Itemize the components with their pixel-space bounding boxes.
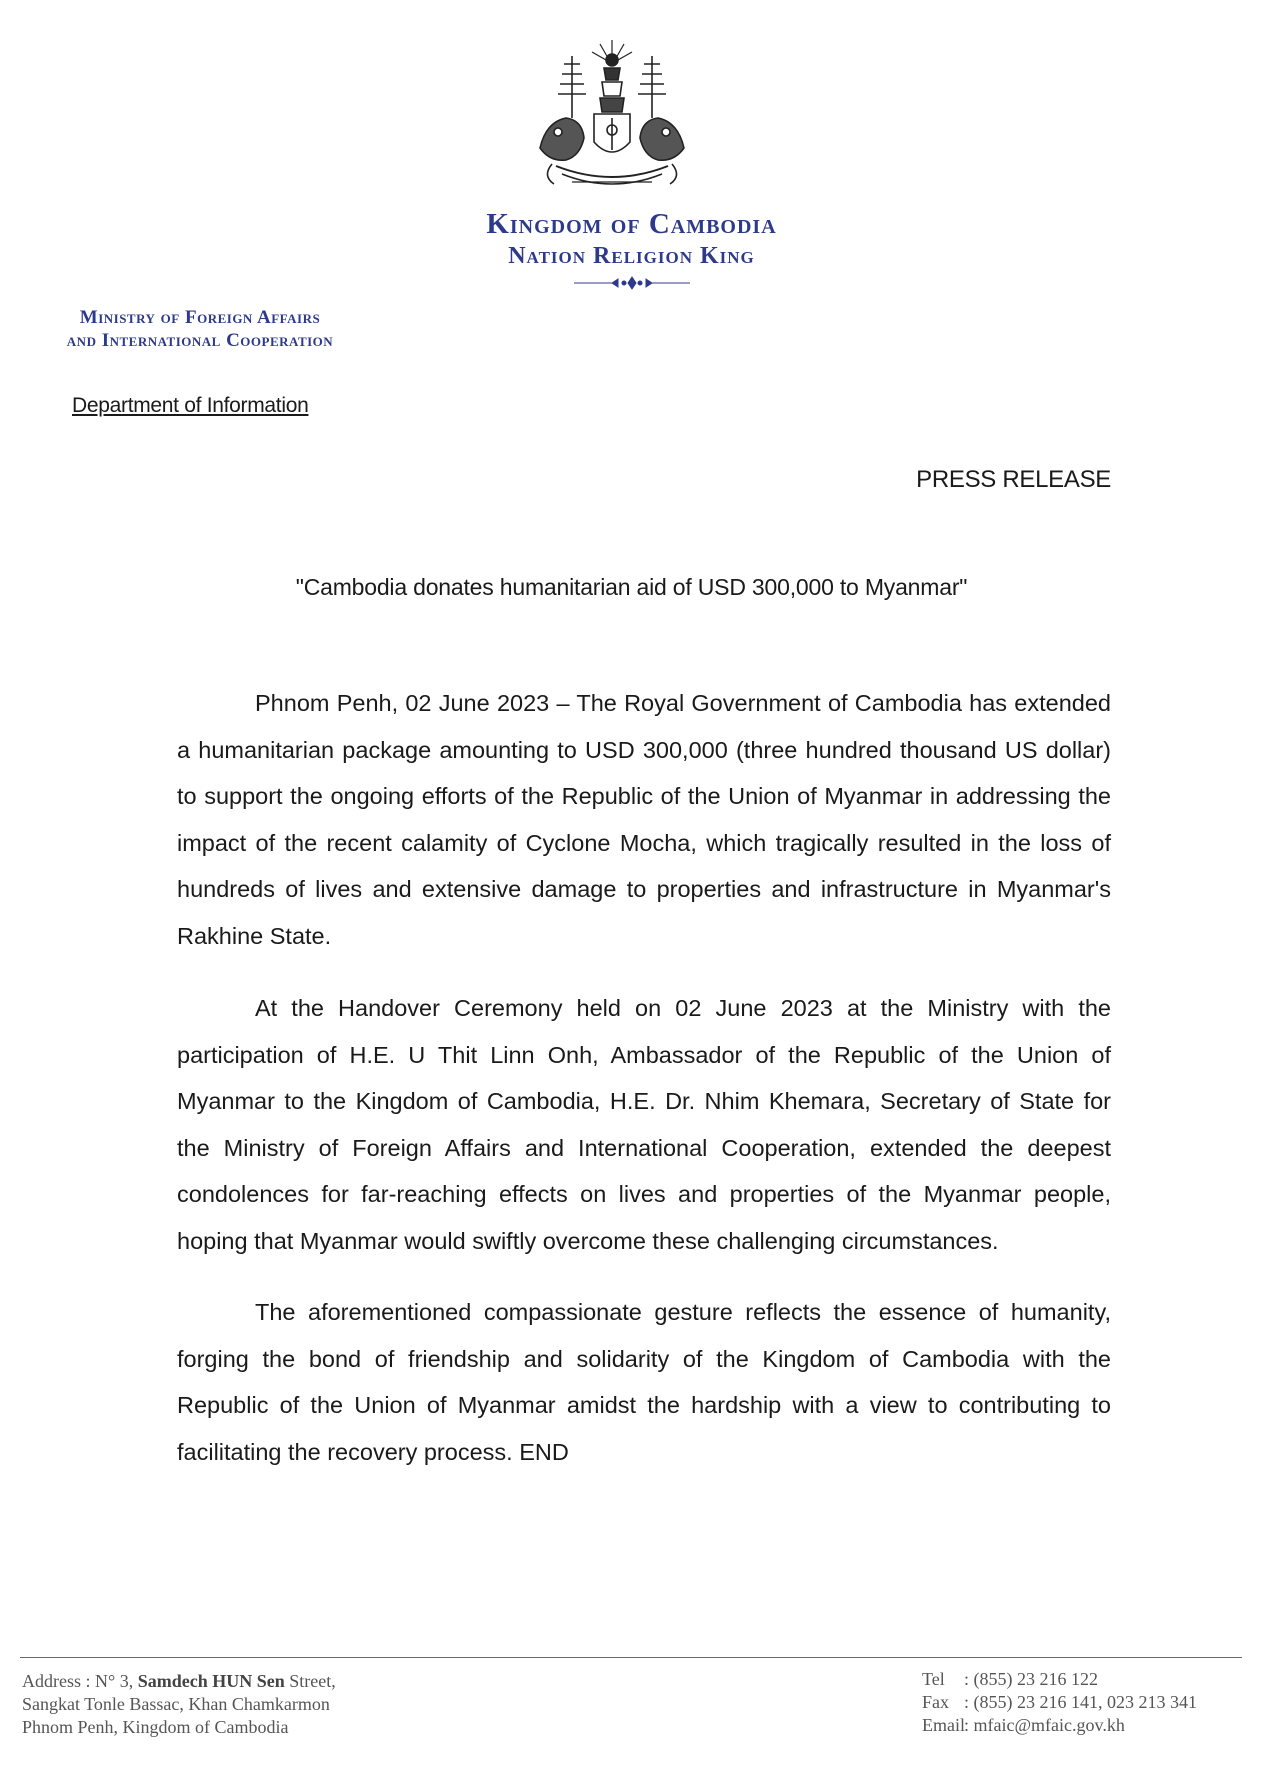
body-paragraph-2: At the Handover Ceremony held on 02 June 2023 at the Ministry with the participation of H.E. U Thit Linn Onh, Ambassador of the Republic of the Union of Myanmar to the Kingdom of Cambodia, H.E. Dr. Nhim Khemara, Secretary of State for the Ministry of Foreign Affairs and International Cooperation, extended the deepest condolences for far-reaching effects on lives and properties of the Myanmar people, hoping that Myanmar would swiftly overcome these challenging circumstances. <box>177 995 1111 1254</box>
email-value: : mfaic@mfaic.gov.kh <box>964 1715 1125 1735</box>
ministry-name-line2: and International Cooperation <box>66 330 334 351</box>
address-street-suffix: Street, <box>284 1671 336 1691</box>
address-line1 <box>22 1670 442 1693</box>
email-label: Email <box>922 1715 965 1735</box>
address-prefix: Address : N° 3, <box>22 1671 138 1691</box>
fax-value: : (855) 23 216 141, 023 213 341 <box>964 1692 1197 1712</box>
contact-email <box>922 1714 1252 1737</box>
contact-tel <box>922 1668 1252 1691</box>
tel-label: Tel <box>922 1669 945 1689</box>
royal-coat-of-arms-icon <box>532 38 692 196</box>
contact-fax <box>922 1691 1252 1714</box>
body-paragraph-1: Phnom Penh, 02 June 2023 – The Royal Government of Cambodia has extended a humanitarian package amounting to USD 300,000 (three hundred thousand US dollar) to support the ongoing efforts of the Republic of the Union of Myanmar in addressing the impact of the recent calamity of Cyclone Mocha, which tragically resulted in the loss of hundreds of lives and extensive damage to properties and infrastructure in Myanmar's Rakhine State. <box>177 690 1111 949</box>
address-street-name: Samdech HUN Sen <box>137 1671 285 1691</box>
kingdom-motto: Nation Religion King <box>508 243 755 269</box>
address-line3: Phnom Penh, Kingdom of Cambodia <box>22 1717 289 1737</box>
footer-contact <box>922 1668 1252 1737</box>
decorative-divider-icon <box>572 276 692 290</box>
kingdom-title: Kingdom of Cambodia <box>486 208 777 240</box>
address-line2: Sangkat Tonle Bassac, Khan Chamkarmon <box>22 1694 330 1714</box>
footer-address <box>22 1670 442 1739</box>
department-name: Department of Information <box>72 394 309 417</box>
body-paragraph-3: The aforementioned compassionate gesture reflects the essence of humanity, forging the bond of friendship and solidarity of the Kingdom of Cambodia with the Republic of the Union of Myanmar amidst the hardship with a view to contributing to facilitating the recovery process. END <box>177 1299 1111 1465</box>
footer-divider <box>20 1657 1242 1658</box>
fax-label: Fax <box>922 1692 949 1712</box>
tel-value: : (855) 23 216 122 <box>964 1669 1098 1689</box>
headline: "Cambodia donates humanitarian aid of USD 300,000 to Myanmar" <box>295 574 968 600</box>
press-release-label: PRESS RELEASE <box>916 466 1111 493</box>
ministry-name-line1: Ministry of Foreign Affairs <box>79 307 321 328</box>
